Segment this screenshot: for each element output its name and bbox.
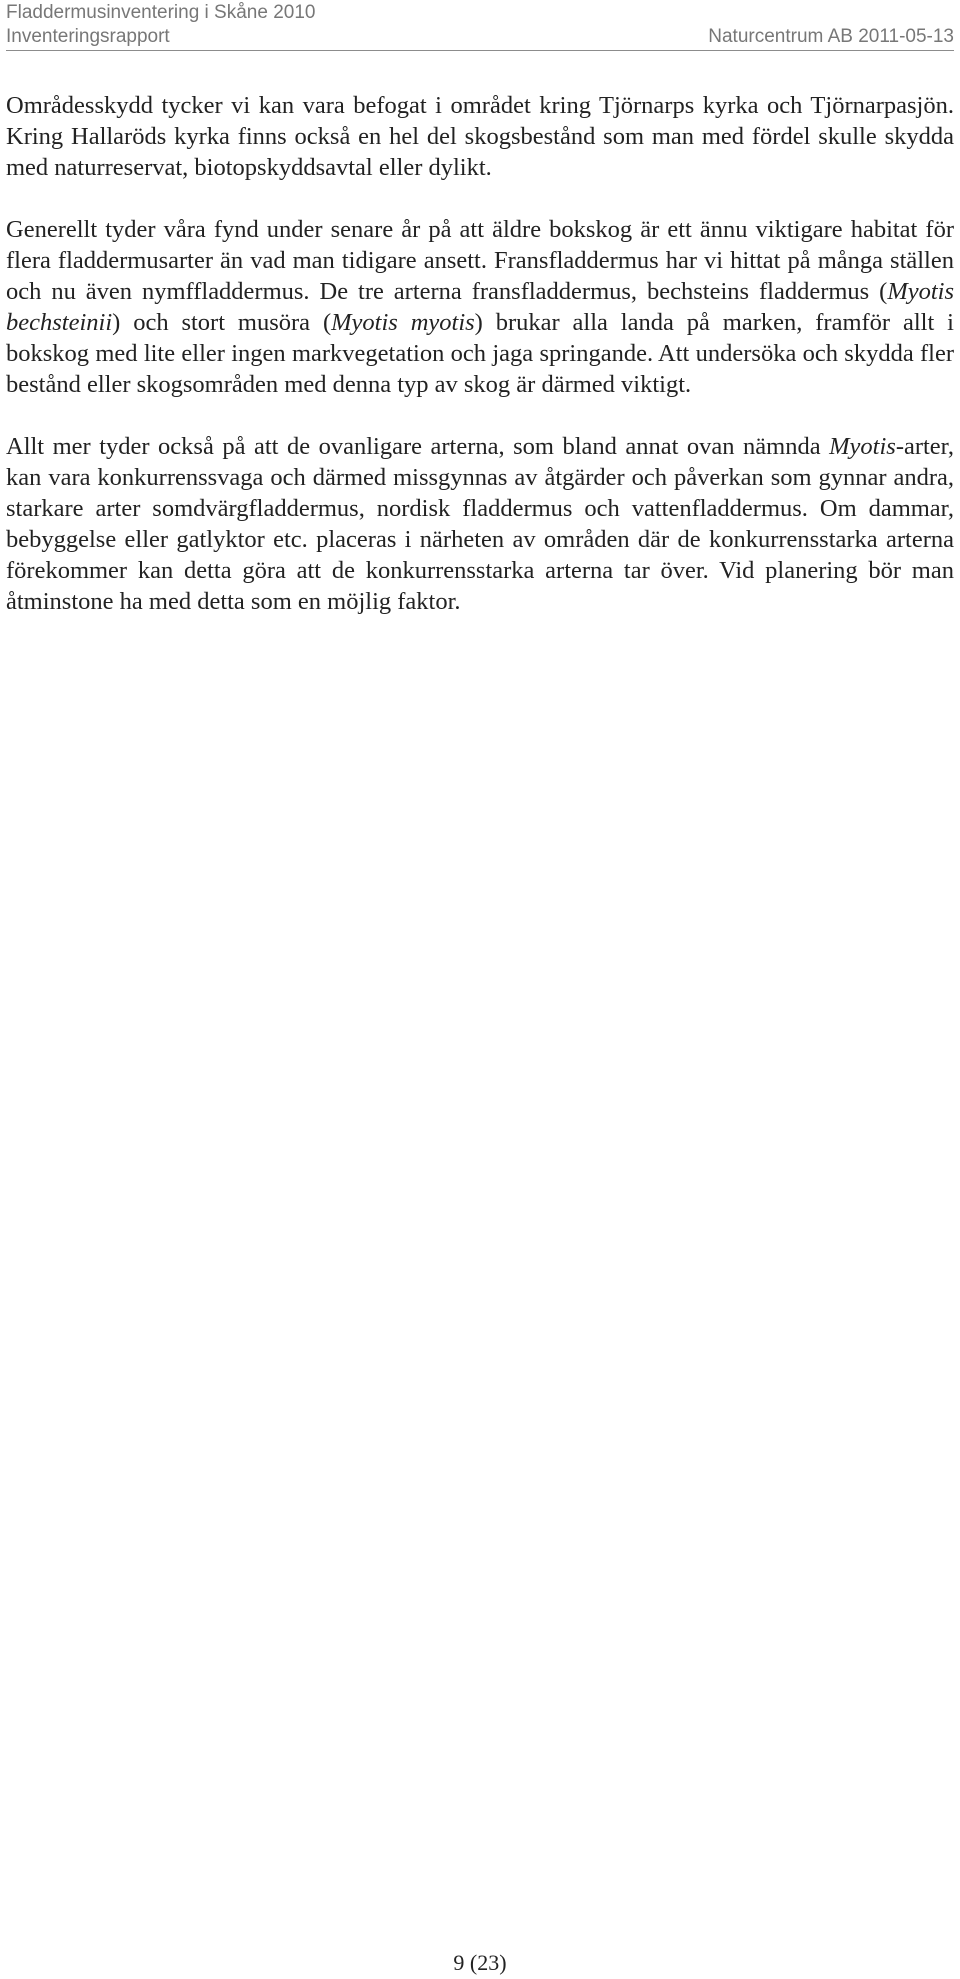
species-name-myotis: Myotis myotis: [331, 309, 475, 336]
body-text: [6, 90, 954, 648]
paragraph-3-text-b: -arter, kan vara konkurrenssvaga och därmed missgynnas av åtgärder och påverkan som gynnar andra, starkare arter somdvärgfladdermus, nordisk fladdermus och vattenfladdermus. Om dammar, bebyggelse eller gatlyktor etc. placeras i närheten av områden där de konkurrensstarka arterna förekommer kan detta göra att de konkurrensstarka arterna tar över. Vid planering bör man åtminstone ha med detta som en möjlig faktor.: [6, 433, 954, 615]
author-date: Naturcentrum AB 2011-05-13: [708, 26, 954, 47]
paragraph-1-text: Områdesskydd tycker vi kan vara befogat i området kring Tjörnarps kyrka och Tjörnarpasjön. Kring Hallaröds kyrka finns också en hel del skogsbestånd som man med fördel skulle skydda med naturreservat, biotopskyddsavtal eller dylikt.: [6, 92, 954, 181]
paragraph-2: [6, 214, 954, 400]
header-left: [6, 1, 315, 49]
paragraph-3: [6, 431, 954, 617]
paragraph-2-text-b: ) och stort musöra (: [112, 309, 332, 336]
genus-name-myotis: Myotis: [829, 433, 896, 460]
report-type: Inventeringsrapport: [6, 26, 170, 47]
species-name-bechsteinii: Myotis bechsteinii: [6, 278, 954, 336]
paragraph-3-text-a: Allt mer tyder också på att de ovanligare arterna, som bland annat ovan nämnda: [6, 433, 830, 460]
page-number: 9 (23): [453, 1950, 507, 1975]
paragraph-2-text-a: Generellt tyder våra fynd under senare år på att äldre bokskog är ett ännu viktigare habitat för flera fladdermusarter än vad man tidigare ansett. Fransfladdermus har vi hittat på många ställen och nu även nymffladdermus. De tre arterna fransfladdermus, bechsteins fladdermus (: [6, 216, 954, 305]
report-title: Fladdermusinventering i Skåne 2010: [6, 2, 316, 23]
paragraph-1: [6, 90, 954, 183]
page-header: [6, 0, 954, 51]
paragraph-2-text-c: ) brukar alla landa på marken, framför allt i bokskog med lite eller ingen markvegetation och jaga springande. Att undersöka och skydda fler bestånd eller skogsområden med denna typ av skog är därmed viktigt.: [6, 309, 954, 398]
